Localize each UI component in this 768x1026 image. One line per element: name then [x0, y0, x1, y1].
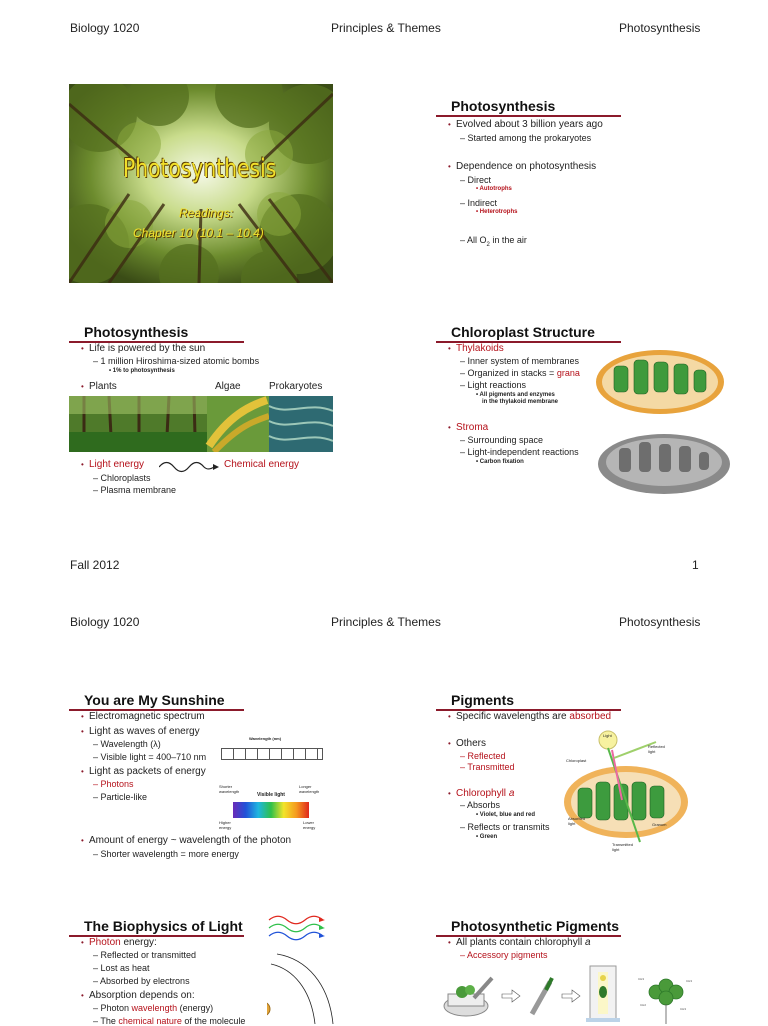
spectrum-lower-label: Lower energy [303, 820, 316, 830]
svg-text:CH3: CH3 [638, 977, 645, 981]
sub-sub-bullet: • Carbon fixation [476, 459, 524, 465]
sub-bullet: – Reflected or transmitted [93, 950, 197, 960]
sub-bullet: – Plasma membrane [93, 485, 177, 495]
spectrum-visible-label: Visible light [257, 792, 285, 798]
sub-bullet: – 1 million Hiroshima-sized atomic bombs [93, 356, 260, 366]
sub-sub-bullet: • Autotrophs [476, 186, 512, 192]
bullet: • Evolved about 3 billion years ago [448, 119, 603, 130]
sub-sub-bullet: • 1% to photosynthesis [109, 368, 175, 374]
spectrum-higher-label: Higher energy [219, 820, 232, 830]
visible-spectrum-bar [233, 802, 309, 818]
slide-photosynthesis-evolution [436, 98, 736, 308]
sub-bullet: – All $O_2$ in the air [460, 235, 527, 248]
sub-bullet: – Chloroplasts [93, 473, 151, 483]
header-chapter: Photosynthesis [619, 21, 701, 35]
spectrum-longer-label: Longer wavelength [299, 784, 320, 794]
label-prokaryotes: Prokaryotes [269, 381, 323, 392]
slide-title: Chloroplast Structure [451, 324, 595, 340]
bullet: • Absorption depends on: [81, 990, 195, 1001]
svg-text:CH3: CH3 [686, 979, 693, 983]
cover-slide [69, 84, 333, 283]
bullet: • Plants [81, 381, 117, 392]
diagram-label-reflected: Reflected light [648, 744, 665, 754]
slide-title: Photosynthesis [84, 324, 189, 340]
sub-bullet: – Started among the prokaryotes [460, 133, 592, 143]
diagram-label-light: Light [603, 733, 612, 738]
bullet: • Light energy [81, 459, 145, 470]
sub-sub-bullet: • Heterotrophs [476, 209, 518, 215]
chloroplast-light-diagram [560, 730, 710, 848]
bullet: • Light as packets of energy [81, 766, 206, 777]
bullet: • Light as waves of energy [81, 726, 200, 737]
header-course: Biology 1020 [70, 615, 140, 629]
sub-bullet: – The chemical nature of the molecule [93, 1016, 246, 1026]
bullet: • All plants contain chlorophyll a [448, 937, 591, 948]
spectrum-diagram [219, 736, 323, 832]
slide-biophysics-of-light [69, 918, 339, 1024]
label-algae: Algae [215, 381, 241, 392]
cover-readings: Readings: [179, 206, 234, 220]
bullet: • Photon energy: [81, 937, 157, 948]
label-chemical-energy: Chemical energy [224, 459, 300, 470]
sub-sub-bullet: • Violet, blue and red [476, 812, 536, 818]
slide-title: The Biophysics of Light [84, 918, 243, 934]
cover-title: Photosynthesis [123, 154, 277, 184]
sub-bullet: – Transmitted [460, 762, 515, 772]
sub-bullet: – Visible light = 400–710 nm [93, 752, 207, 762]
bullet: • Amount of energy ~ wavelength of the photon [81, 835, 292, 846]
sub-bullet: – Photons [93, 779, 134, 789]
slide-photosynthetic-pigments [436, 918, 736, 1024]
header-course: Biology 1020 [70, 21, 140, 35]
bullet: • Life is powered by the sun [81, 343, 206, 354]
spectrum-axis-title: Wavelength (nm) [249, 736, 282, 741]
header-chapter: Photosynthesis [619, 615, 701, 629]
bullet: • Specific wavelengths are absorbed [448, 711, 612, 722]
slide-title: You are My Sunshine [84, 692, 225, 708]
light-waves-icon [267, 914, 337, 1024]
sub-bullet: – Absorbs [460, 800, 501, 810]
pigment-extraction-diagram [440, 958, 734, 1024]
sub-bullet: – Reflected [460, 751, 506, 761]
slide-pigments [436, 692, 736, 902]
organism-photo-strip [69, 396, 333, 452]
spectrum-bands [221, 748, 323, 760]
bullet: • Chlorophyll a [448, 788, 515, 799]
sub-bullet: – Wavelength (λ) [93, 739, 161, 749]
sub-bullet: – Surrounding space [460, 435, 544, 445]
sub-bullet: – Particle-like [93, 792, 148, 802]
sub-bullet: – Reflects or transmits [460, 822, 550, 832]
bullet: • Thylakoids [448, 343, 504, 354]
sub-sub-bullet-cont: in the thylakoid membrane [482, 399, 559, 405]
spectrum-shorter-label: Shorter wavelength [219, 784, 240, 794]
sub-bullet: – Shorter wavelength = more energy [93, 849, 239, 859]
bullet: • Dependence on photosynthesis [448, 161, 597, 172]
sub-sub-bullet: • Green [476, 834, 498, 840]
chloroplast-diagram [594, 344, 734, 509]
sub-bullet: – Absorbed by electrons [93, 976, 190, 986]
slide-photosynthesis-sun [69, 324, 339, 534]
sub-bullet: – Accessory pigments [460, 950, 548, 960]
sub-bullet: – Lost as heat [93, 963, 150, 973]
slide-chloroplast-structure [436, 324, 736, 534]
sub-sub-bullet: • All pigments and enzymes [476, 392, 555, 398]
slide-title: Photosynthetic Pigments [451, 918, 620, 934]
sub-bullet: – Photon wavelength (energy) [93, 1003, 214, 1013]
sub-bullet: – Inner system of membranes [460, 356, 580, 366]
sub-bullet: – Light-independent reactions [460, 447, 579, 457]
diagram-label-transmitted: Transmitted light [612, 842, 633, 852]
diagram-label-chloroplast: Chloroplast [566, 758, 587, 763]
header-topic: Principles & Themes [331, 21, 441, 35]
slide-sunshine [69, 692, 339, 902]
wavy-arrow-icon [159, 461, 221, 473]
bullet: • Stroma [448, 422, 489, 433]
bullet: • Electromagnetic spectrum [81, 711, 205, 722]
slide-title: Pigments [451, 692, 515, 708]
sub-bullet: – Direct [460, 175, 492, 185]
svg-text:CH3: CH3 [680, 1007, 687, 1011]
diagram-label-granum: Granum [652, 822, 667, 827]
bullet: • Others [448, 738, 487, 749]
svg-text:CH2: CH2 [640, 1003, 647, 1007]
sub-bullet: – Indirect [460, 198, 498, 208]
diagram-label-absorbed: Absorbed light [568, 816, 586, 826]
title-underline [436, 115, 621, 117]
header-topic: Principles & Themes [331, 615, 441, 629]
footer-term: Fall 2012 [70, 558, 120, 572]
cover-chapter: Chapter 10 (10.1 – 10.4) [133, 226, 264, 240]
sub-bullet: – Light reactions [460, 380, 527, 390]
sub-bullet: – Organized in stacks = grana [460, 368, 580, 378]
slide-title: Photosynthesis [451, 98, 556, 114]
footer-page-number: 1 [692, 558, 699, 572]
